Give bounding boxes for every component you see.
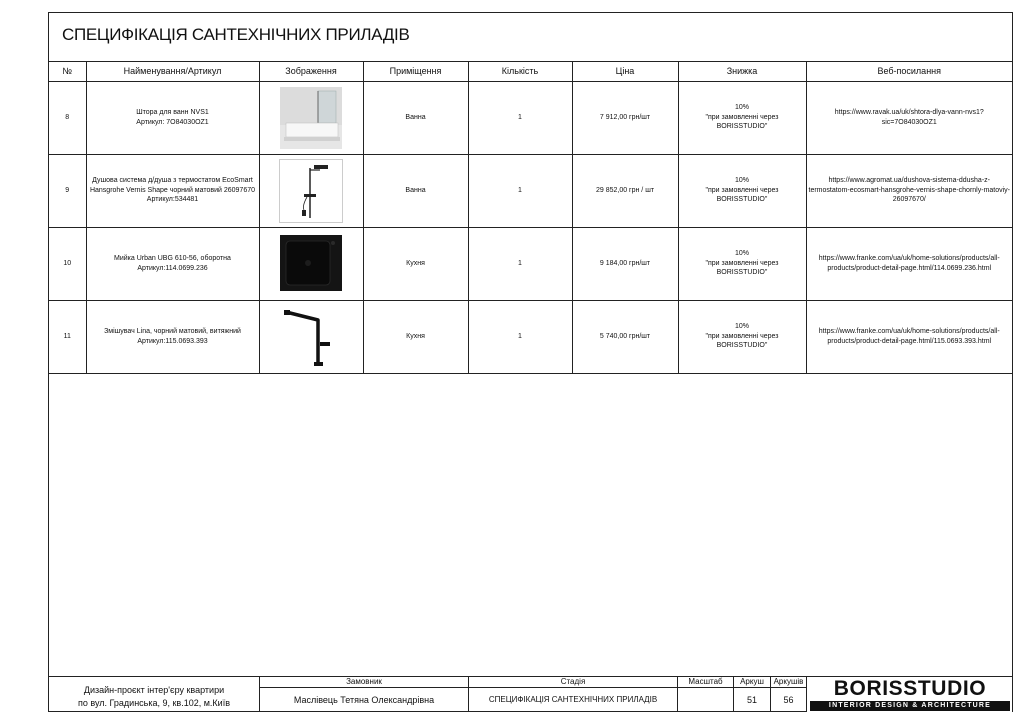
row-name-cell [86, 81, 259, 154]
row-qty: 1 [468, 81, 572, 154]
row-room: Кухня [363, 300, 468, 373]
table-header-row [49, 62, 1012, 81]
col-header-num: № [49, 62, 86, 81]
product-article: Артикул:534481 [146, 196, 199, 204]
row-qty: 1 [468, 227, 572, 300]
row-num: 8 [49, 81, 86, 154]
product-name: Змішувач Lina, чорний матовий, витяжний [104, 328, 241, 336]
bath-screen-image [280, 87, 342, 149]
faucet-image [280, 306, 342, 368]
row-discount-cell [678, 227, 806, 300]
discount-percent: 10% [734, 177, 749, 185]
row-discount-cell [678, 300, 806, 373]
logo-main-text: BORISSTUDIO [833, 677, 987, 700]
discount-note: "при замовленні через BORISSTUDIO" [705, 113, 779, 131]
col-header-name: Найменування/Артикул [86, 62, 259, 81]
product-article: Артикул:114.0699.236 [137, 264, 208, 272]
title-bar [49, 13, 1012, 62]
discount-percent: 10% [734, 323, 749, 331]
product-article: Артикул: 7O84030OZ1 [136, 118, 209, 126]
scale-label: Масштаб [677, 677, 733, 688]
product-link[interactable]: https://www.ravak.ua/uk/shtora-dlya-vann-nvs1?sic=7O84030OZ1 [806, 81, 1012, 154]
table-row [49, 300, 1012, 373]
row-room: Ванна [363, 154, 468, 227]
col-header-qty: Кількість [468, 62, 572, 81]
sheets-value: 56 [770, 688, 806, 712]
row-price: 7 912,00 грн/шт [572, 81, 678, 154]
row-price: 9 184,00 грн/шт [572, 227, 678, 300]
table-row [49, 81, 1012, 154]
row-image-cell [259, 300, 363, 373]
row-image-cell [259, 227, 363, 300]
product-link[interactable]: https://www.franke.com/ua/uk/home-solutions/products/all-products/product-detail-page.html/115.0693.393.html [806, 300, 1012, 373]
row-room: Ванна [363, 81, 468, 154]
discount-percent: 10% [734, 104, 749, 112]
spec-table [49, 62, 1012, 374]
stage-value: СПЕЦИФІКАЦІЯ САНТЕХНІЧНИХ ПРИЛАДІВ [468, 688, 677, 712]
sink-image [280, 233, 342, 295]
row-num: 11 [49, 300, 86, 373]
col-header-discount: Знижка [678, 62, 806, 81]
studio-logo [806, 677, 1012, 712]
row-price: 5 740,00 грн/шт [572, 300, 678, 373]
row-name-cell [86, 300, 259, 373]
row-discount-cell [678, 81, 806, 154]
product-name: Штора для ванн NVS1 [136, 109, 209, 117]
sheet-label: Аркуш [733, 677, 770, 688]
row-image-cell [259, 81, 363, 154]
discount-percent: 10% [734, 250, 749, 258]
row-num: 10 [49, 227, 86, 300]
project-line-2: по вул. Градинська, 9, кв.102, м.Київ [78, 697, 230, 708]
row-image-cell [259, 154, 363, 227]
project-line-1: Дизайн-проєкт інтер'єру квартири [83, 685, 225, 696]
product-link[interactable]: https://www.agromat.ua/dushova-sistema-ddusha-z-termostatom-ecosmart-hansgrohe-vernis-shape-chornly-matoviy-26097670/ [806, 154, 1012, 227]
row-name-cell [86, 227, 259, 300]
sheets-label: Аркушів [770, 677, 806, 688]
stage-label: Стадія [468, 677, 677, 688]
client-value: Маслівець Тетяна Олександрівна [259, 688, 468, 712]
row-qty: 1 [468, 300, 572, 373]
row-name-cell [86, 154, 259, 227]
table-row [49, 154, 1012, 227]
discount-note: "при замовленні через BORISSTUDIO" [705, 186, 779, 204]
product-name: Душова система д/душа з термостатом EcoSmart Hansgrohe Vernis Shape чорний матовий 26097670 [89, 177, 256, 194]
project-description [49, 677, 259, 712]
col-header-image: Зображення [259, 62, 363, 81]
product-article: Артикул:115.0693.393 [137, 337, 208, 345]
spec-sheet [48, 12, 1013, 712]
row-discount-cell [678, 154, 806, 227]
client-label: Замовник [259, 677, 468, 688]
sheet-value: 51 [733, 688, 770, 712]
col-header-link: Веб-посилання [806, 62, 1012, 81]
col-header-price: Ціна [572, 62, 678, 81]
product-link[interactable]: https://www.franke.com/ua/uk/home-solutions/products/all-products/product-detail-page.html/114.0699.236.html [806, 227, 1012, 300]
discount-note: "при замовленні через BORISSTUDIO" [705, 332, 779, 350]
row-room: Кухня [363, 227, 468, 300]
col-header-room: Приміщення [363, 62, 468, 81]
table-row [49, 227, 1012, 300]
row-num: 9 [49, 154, 86, 227]
product-name: Мийка Urban UBG 610-56, оборотна [114, 255, 231, 263]
title-block [49, 676, 1012, 711]
row-qty: 1 [468, 154, 572, 227]
page-title: СПЕЦИФІКАЦІЯ САНТЕХНІЧНИХ ПРИЛАДІВ [62, 25, 410, 44]
discount-note: "при замовленні через BORISSTUDIO" [705, 259, 779, 277]
shower-system-image [280, 160, 342, 222]
row-price: 29 852,00 грн / шт [572, 154, 678, 227]
scale-value [677, 688, 733, 712]
logo-sub-text: INTERIOR DESIGN & ARCHITECTURE [810, 701, 1010, 711]
